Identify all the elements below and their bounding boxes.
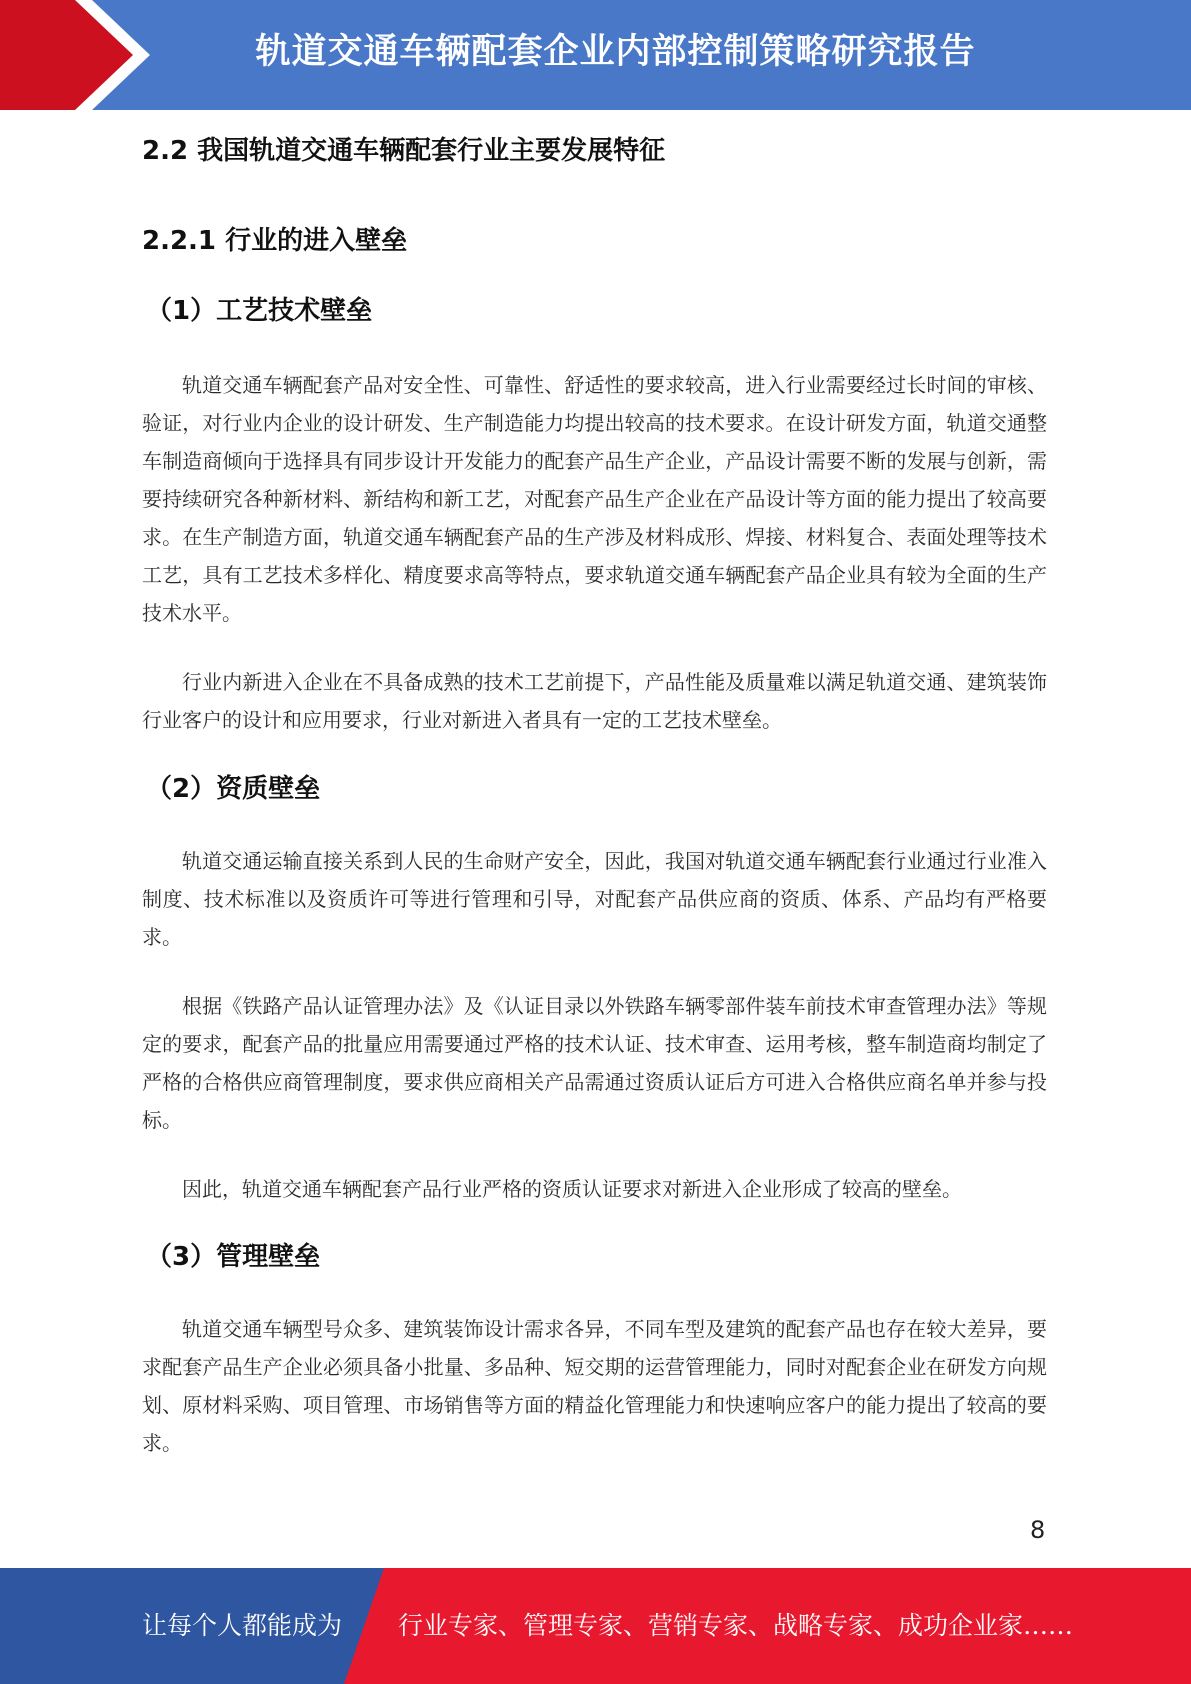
page-number: 8 <box>1030 1516 1046 1544</box>
paragraph: 轨道交通运输直接关系到人民的生命财产安全，因此，我国对轨道交通车辆配套行业通过行业准入制度、技术标准以及资质许可等进行管理和引导，对配套产品供应商的资质、体系、产品均有严格要求。 <box>142 849 1047 949</box>
paragraph: 因此，轨道交通车辆配套产品行业严格的资质认证要求对新进入企业形成了较高的壁垒。 <box>182 1177 962 1201</box>
paragraph: 轨道交通车辆配套产品对安全性、可靠性、舒适性的要求较高，进入行业需要经过长时间的审核、验证，对行业内企业的设计研发、生产制造能力均提出较高的技术要求。在设计研发方面，轨道交通整车制造商倾向于选择具有同步设计开发能力的配套产品生产企业，产品设计需要不断的发展与创新，需要持续研究各种新材料、新结构和新工艺，对配套产品生产企业在产品设计等方面的能力提出了较高要求。在生产制造方面，轨道交通车辆配套产品的生产涉及材料成形、焊接、材料复合、表面处理等技术工艺，具有工艺技术多样化、精度要求高等特点，要求轨道交通车辆配套产品企业具有较为全面的生产技术水平。 <box>142 373 1047 625</box>
section-heading: 2.2 我国轨道交通车辆配套行业主要发展特征 <box>142 136 666 166</box>
paragraph: 根据《铁路产品认证管理办法》及《认证目录以外铁路车辆零部件装车前技术审查管理办法》等规定的要求，配套产品的批量应用需要通过严格的技术认证、技术审查、运用考核，整车制造商均制定了严格的合格供应商管理制度，要求供应商相关产品需通过资质认证后方可进入合格供应商名单并参与投标。 <box>142 994 1047 1132</box>
item-heading-process-technology: （1）工艺技术壁垒 <box>146 296 373 326</box>
subsection-heading: 2.2.1 行业的进入壁垒 <box>142 226 408 256</box>
footer-slogan-right: 行业专家、管理专家、营销专家、战略专家、成功企业家…… <box>398 1611 1074 1640</box>
report-header-banner <box>0 0 1191 110</box>
footer-slogan-left: 让每个人都能成为 <box>142 1611 343 1640</box>
footer-banner <box>0 1568 1191 1684</box>
item-heading-management: （3）管理壁垒 <box>146 1242 321 1272</box>
paragraph: 轨道交通车辆型号众多、建筑装饰设计需求各异，不同车型及建筑的配套产品也存在较大差异，要求配套产品生产企业必须具备小批量、多品种、短交期的运营管理能力，同时对配套企业在研发方向规划、原材料采购、项目管理、市场销售等方面的精益化管理能力和快速响应客户的能力提出了较高的要求。 <box>142 1317 1047 1455</box>
item-heading-qualification: （2）资质壁垒 <box>146 774 321 804</box>
paragraph: 行业内新进入企业在不具备成熟的技术工艺前提下，产品性能及质量难以满足轨道交通、建筑装饰行业客户的设计和应用要求，行业对新进入者具有一定的工艺技术壁垒。 <box>142 670 1047 732</box>
report-title: 轨道交通车辆配套企业内部控制策略研究报告 <box>255 32 976 72</box>
